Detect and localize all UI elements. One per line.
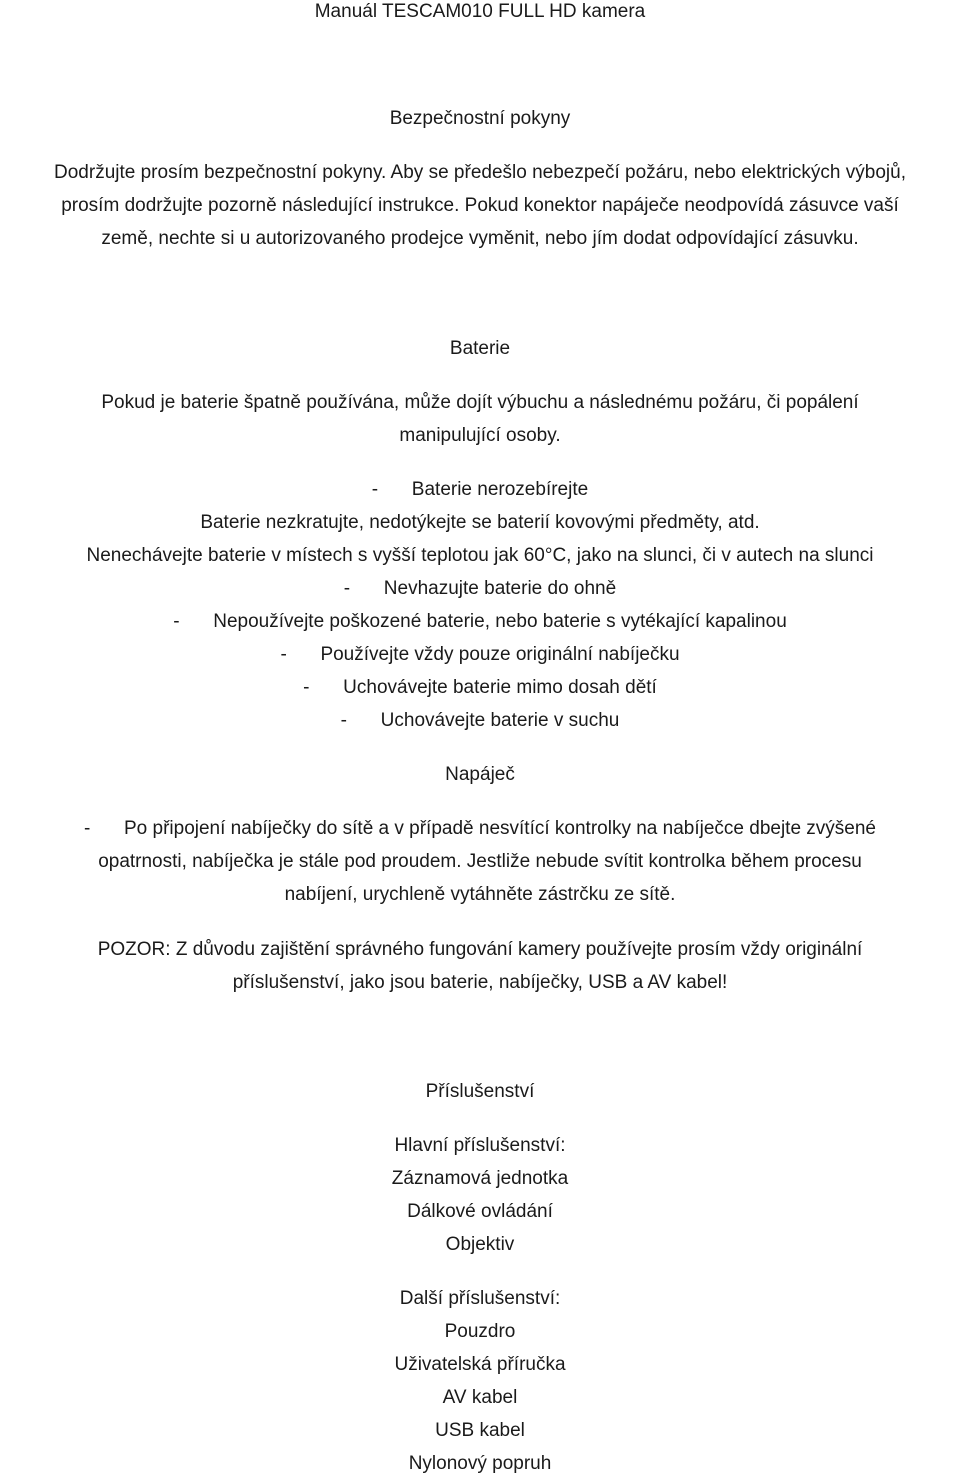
battery-bullet-item — [0, 610, 960, 634]
safety-line-3: země, nechte si u autorizovaného prodejce vyměnit, nebo jím dodat odpovídající zásuvku. — [101, 228, 859, 249]
main-accessories-label: Hlavní příslušenství: — [394, 1135, 566, 1156]
other-accessory-item: AV kabel — [442, 1387, 518, 1408]
charger-heading: Napáječ — [445, 764, 515, 785]
battery-bullet-item — [0, 709, 960, 733]
warning-line-1: POZOR: Z důvodu zajištění správného fungování kamery používejte prosím vždy originální — [97, 939, 863, 960]
battery-bullet-item — [0, 478, 960, 502]
battery-bullet-item — [0, 643, 960, 667]
main-accessory-item: Objektiv — [445, 1234, 515, 1255]
battery-line: Baterie nezkratujte, nedotýkejte se baterií kovovými předměty, atd. — [200, 512, 760, 533]
safety-heading: Bezpečnostní pokyny — [389, 108, 571, 129]
battery-bullet-text: Uchovávejte baterie v suchu — [380, 710, 620, 731]
warning-line-2: příslušenství, jako jsou baterie, nabíječky, USB a AV kabel! — [232, 972, 728, 993]
main-accessory-item: Záznamová jednotka — [391, 1168, 569, 1189]
accessories-heading: Příslušenství — [425, 1081, 535, 1102]
battery-bullet-item — [0, 676, 960, 700]
charger-line-3: nabíjení, urychleně vytáhněte zástrčku ze sítě. — [284, 884, 676, 905]
document-title: Manuál TESCAM010 FULL HD kamera — [314, 1, 646, 22]
safety-line-2: prosím dodržujte pozorně následující instrukce. Pokud konektor napáječe neodpovídá zásuvce vaší — [61, 195, 899, 216]
battery-bullet-item — [0, 577, 960, 601]
main-accessory-item: Dálkové ovládání — [407, 1201, 553, 1222]
battery-bullet-text: Baterie nerozebírejte — [411, 479, 589, 500]
bullet-dash: - — [280, 644, 287, 665]
bullet-dash: - — [84, 818, 91, 839]
safety-line-1: Dodržujte prosím bezpečnostní pokyny. Aby se předešlo nebezpečí požáru, nebo elektrických výbojů, — [54, 162, 906, 183]
charger-line-1: Po připojení nabíječky do sítě a v případě nesvítící kontrolky na nabíječce dbejte zvýšené — [124, 818, 876, 839]
battery-bullet-text: Uchovávejte baterie mimo dosah dětí — [343, 677, 657, 698]
other-accessory-item: Pouzdro — [444, 1321, 516, 1342]
charger-line-2: opatrnosti, nabíječka je stále pod proudem. Jestliže nebude svítit kontrolka během procesu — [98, 851, 862, 872]
battery-bullet-text: Používejte vždy pouze originální nabíječku — [320, 644, 680, 665]
battery-heading: Baterie — [449, 338, 511, 359]
battery-bullet-text: Nepoužívejte poškozené baterie, nebo baterie s vytékající kapalinou — [213, 611, 787, 632]
bullet-dash: - — [343, 578, 351, 599]
battery-line: Nenechávejte baterie v místech s vyšší teplotou jak 60°C, jako na slunci, či v autech na slunci — [86, 545, 874, 566]
other-accessory-item: Nylonový popruh — [408, 1453, 552, 1474]
other-accessory-item: USB kabel — [435, 1420, 525, 1441]
bullet-dash: - — [173, 611, 180, 632]
battery-bullet-text: Nevhazujte baterie do ohně — [383, 578, 617, 599]
bullet-dash: - — [371, 479, 379, 500]
bullet-dash: - — [303, 677, 310, 698]
battery-intro-line-2: manipulující osoby. — [399, 425, 561, 446]
battery-intro-line-1: Pokud je baterie špatně používána, může dojít výbuchu a následnému požáru, či popálení — [101, 392, 859, 413]
other-accessories-label: Další příslušenství: — [399, 1288, 561, 1309]
charger-bullet-item — [0, 817, 960, 841]
bullet-dash: - — [340, 710, 347, 731]
other-accessory-item: Uživatelská příručka — [394, 1354, 566, 1375]
